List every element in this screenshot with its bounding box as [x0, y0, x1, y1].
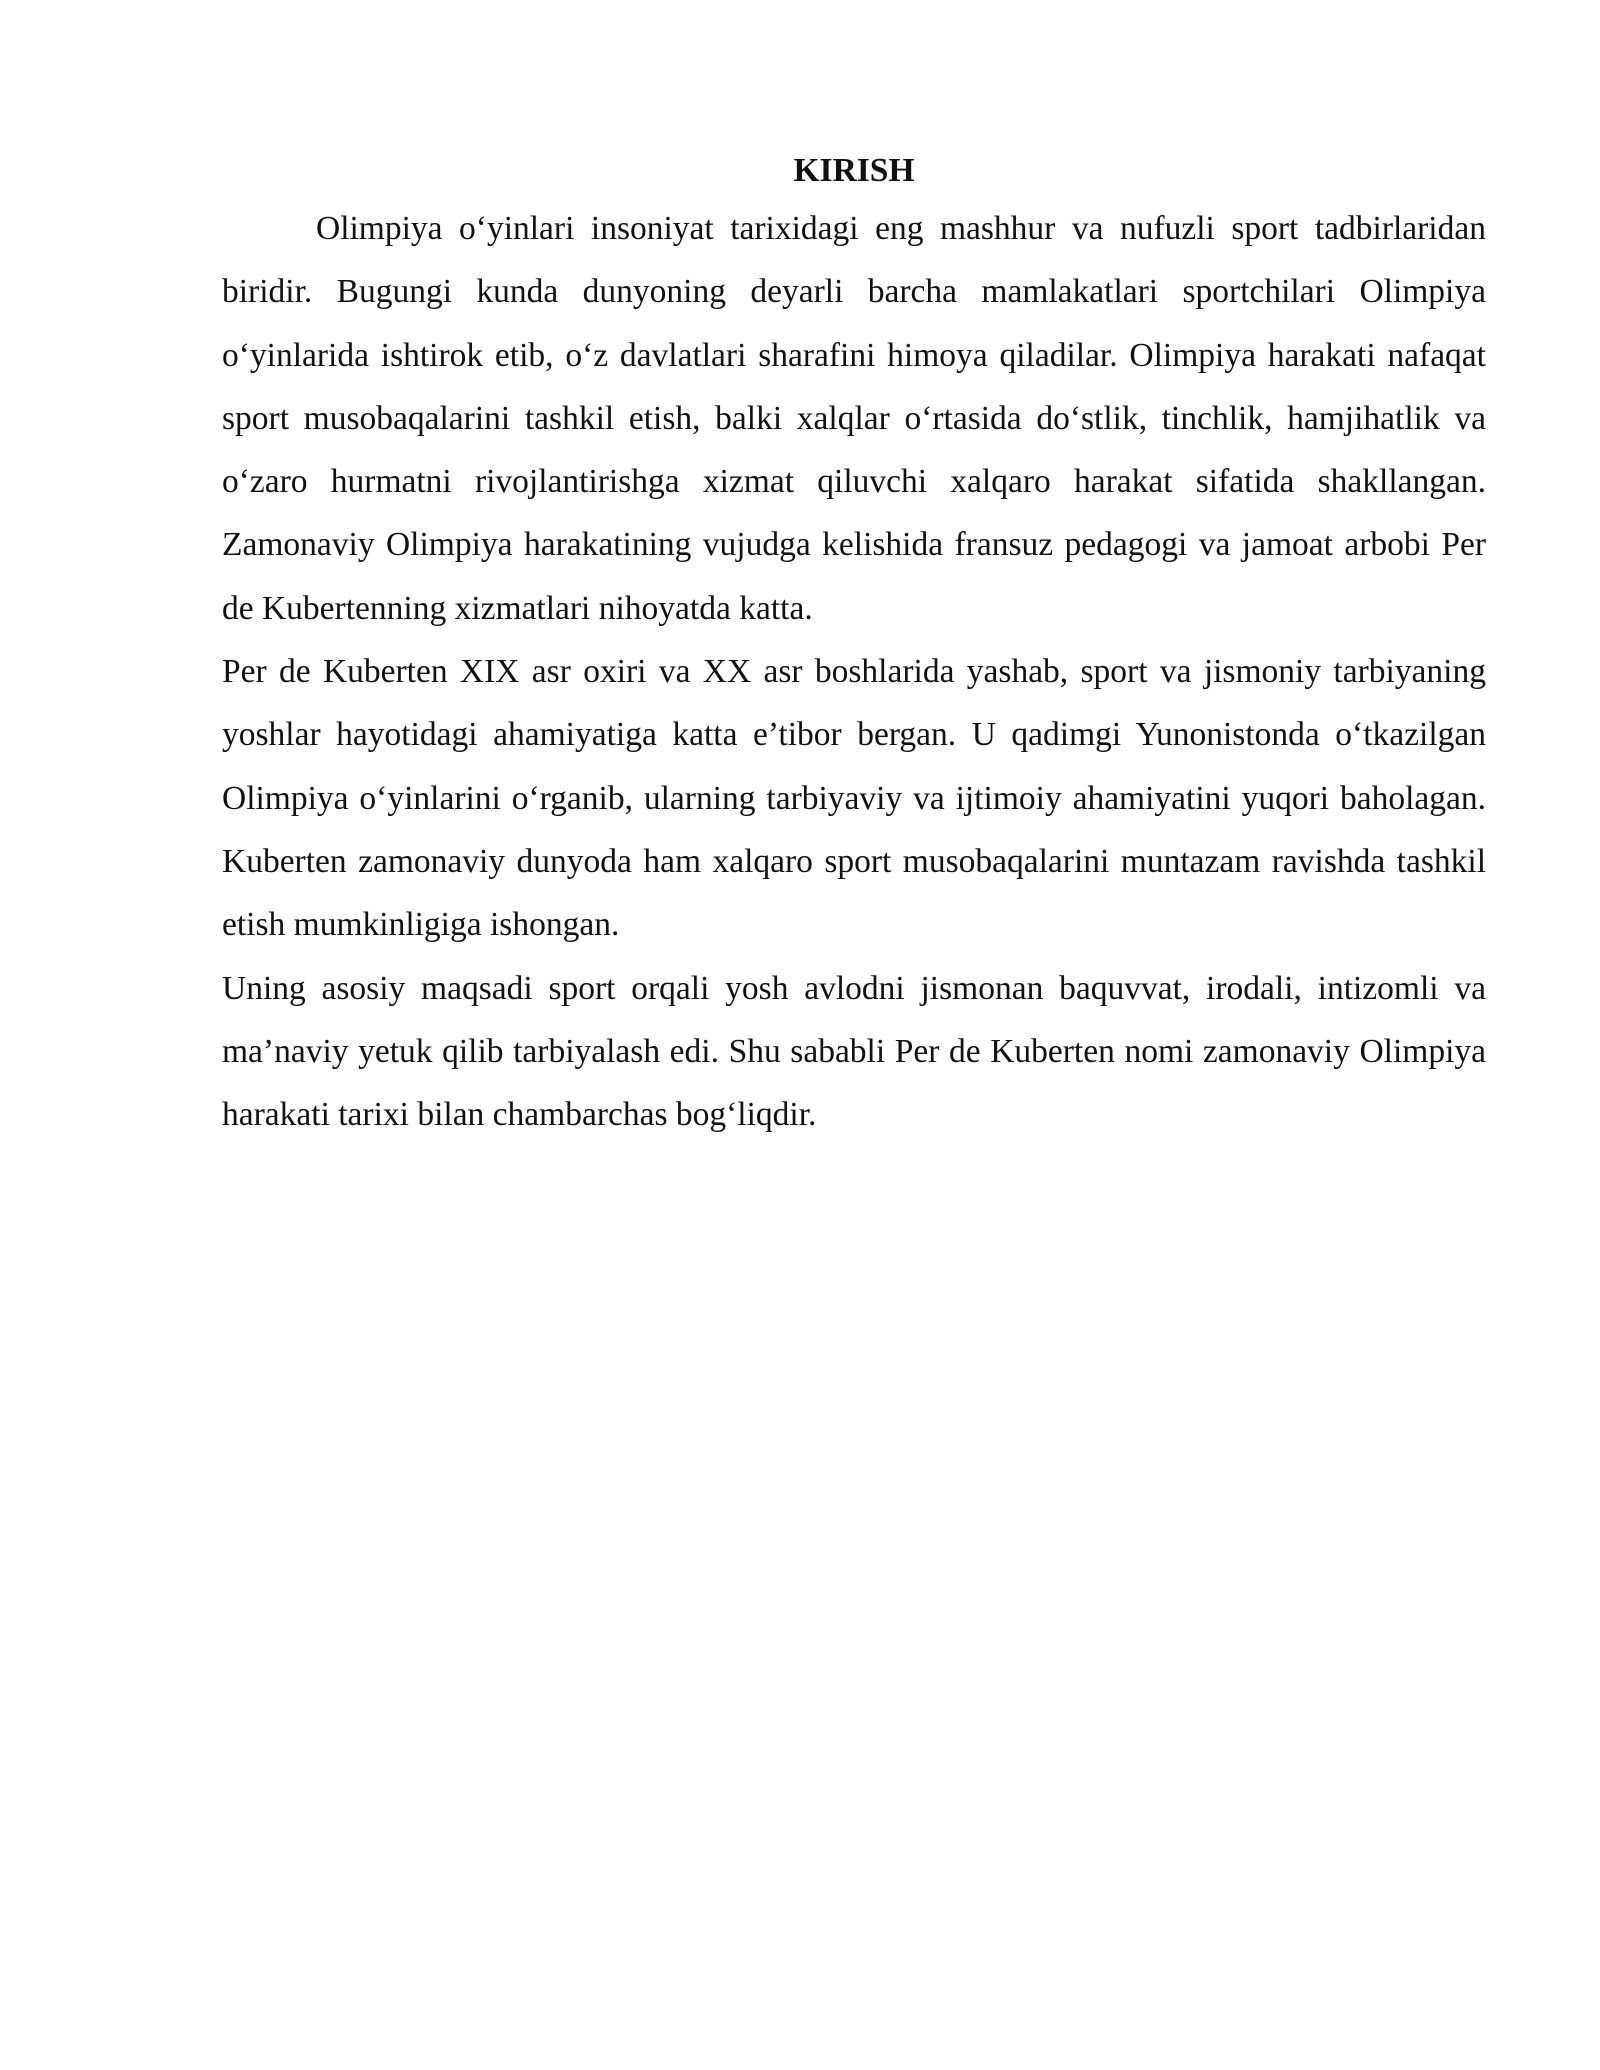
paragraph-kuberten-biography: Per de Kuberten XIX asr oxiri va XX asr boshlarida yashab, sport va jismoniy tarbiyaning yoshlar hayotidagi ahamiyatiga katta e’tibor bergan. U qadimgi Yunonistonda o‘tkazilgan Olimpiya o‘yinlarini o‘rganib, ularning tarbiyaviy va ijtimoiy ahamiyatini yuqori baholagan. Kuberten zamonaviy dunyoda ham xalqaro sport musobaqalarini muntazam ravishda tashkil etish mumkinligiga ishongan.	[222, 653, 1486, 944]
document-body	[222, 145, 1486, 1146]
paragraph-intro: Olimpiya o‘yinlari insoniyat tarixidagi eng mashhur va nufuzli sport tadbirlaridan biridir. Bugungi kunda dunyoning deyarli barcha mamlakatlari sportchilari Olimpiya o‘yinlarida ishtirok etib, o‘z davlatlari sharafini himoya qiladilar. Olimpiya harakati nafaqat sport musobaqalarini tashkil etish, balki xalqlar o‘rtasida do‘stlik, tinchlik, hamjihatlik va o‘zaro hurmatni rivojlantirishga xizmat qiluvchi xalqaro harakat sifatida shakllangan. Zamonaviy Olimpiya harakatining vujudga kelishida fransuz pedagogi va jamoat arbobi Per de Kubertenning xizmatlari nihoyatda katta.	[222, 210, 1486, 627]
paragraph-kuberten-goal: Uning asosiy maqsadi sport orqali yosh avlodni jismonan baquvvat, irodali, intizomli va ma’naviy yetuk qilib tarbiyalash edi. Shu sababli Per de Kuberten nomi zamonaviy Olimpiya harakati tarixi bilan chambarchas bog‘liqdir.	[222, 969, 1486, 1134]
document-title: KIRISH	[793, 152, 915, 189]
